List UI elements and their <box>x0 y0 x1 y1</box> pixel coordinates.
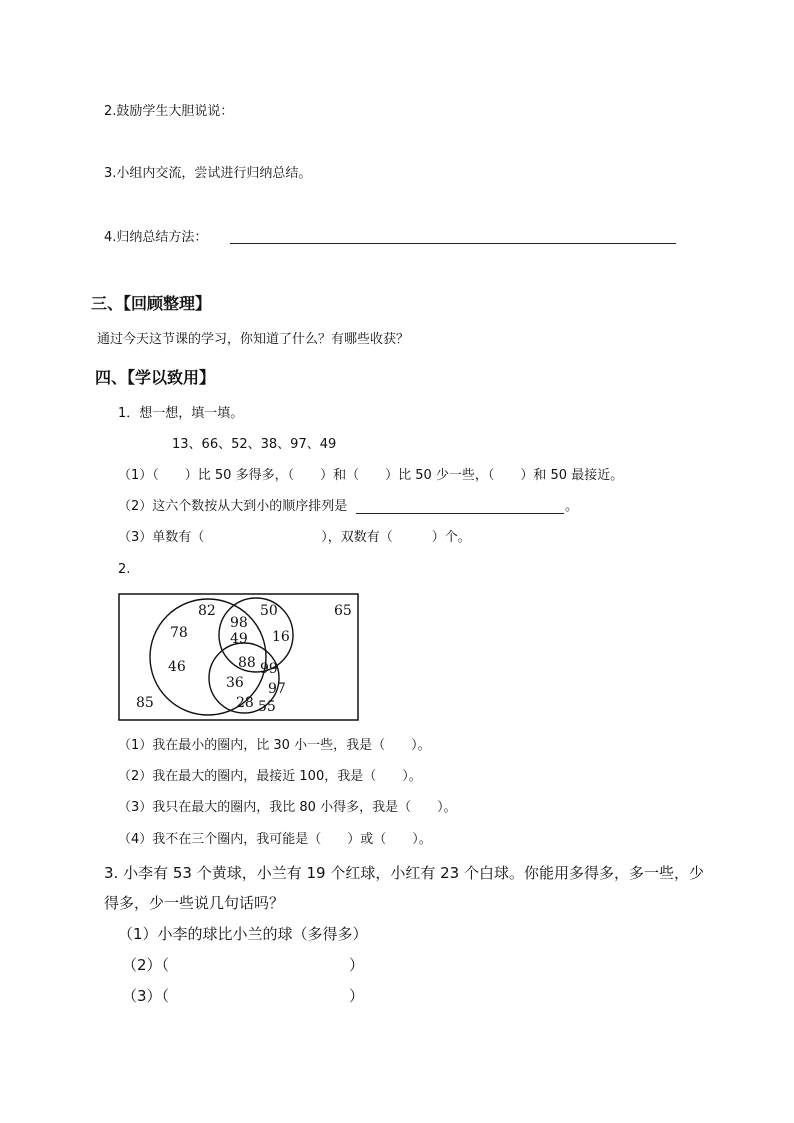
q2-part3: （3）我只在最大的圈内，我比 80 小得多，我是（ ）。 <box>118 800 457 815</box>
q3-part2: （2）（ ） <box>122 956 365 974</box>
venn-number: 78 <box>170 625 188 641</box>
q3-line1: 3. 小李有 53 个黄球，小兰有 19 个红球，小红有 23 个白球。你能用多得多，多一些，少 <box>104 864 704 882</box>
venn-number: 85 <box>136 695 154 711</box>
q1-part2-end: 。 <box>565 499 579 514</box>
venn-diagram <box>118 593 360 723</box>
venn-number: 46 <box>168 659 186 675</box>
q1-part2: （2）这六个数按从大到小的顺序排列是 <box>118 499 348 514</box>
section3-heading: 三、【回顾整理】 <box>91 294 212 313</box>
q1-part3: （3）单数有（ ），双数有（ ）个。 <box>118 530 471 545</box>
section2-item2: 2.鼓励学生大胆说说： <box>104 104 234 119</box>
q3-part1: （1）小李的球比小兰的球（多得多） <box>118 925 368 943</box>
venn-number: 16 <box>272 629 290 645</box>
venn-number: 49 <box>230 631 248 647</box>
venn-number: 99 <box>260 661 278 677</box>
q3-part3: （3）（ ） <box>122 987 365 1005</box>
summary-answer-line[interactable] <box>230 243 676 244</box>
q3-line2: 得多，少一些说几句话吗？ <box>104 894 285 912</box>
q1-numbers: 13、66、52、38、97、49 <box>172 437 337 452</box>
section4-heading: 四、【学以致用】 <box>95 368 216 387</box>
venn-number: 82 <box>198 603 216 619</box>
q2-part2: （2）我在最大的圈内，最接近 100，我是（ ）。 <box>118 769 422 784</box>
venn-number: 50 <box>260 603 278 619</box>
q2-title: 2. <box>118 562 131 577</box>
venn-number: 28 <box>236 695 254 711</box>
q1-title: 1．想一想，填一填。 <box>118 406 244 421</box>
q2-part1: （1）我在最小的圈内，比 30 小一些，我是（ ）。 <box>118 738 431 753</box>
venn-number: 55 <box>258 699 276 715</box>
venn-number: 88 <box>238 655 256 671</box>
venn-number: 97 <box>268 681 286 697</box>
venn-number: 36 <box>226 675 244 691</box>
q1-part1: （1）（ ）比 50 多得多，（ ）和（ ）比 50 少一些，（ ）和 50 最接近。 <box>118 468 624 483</box>
venn-number: 65 <box>334 603 352 619</box>
venn-number: 98 <box>230 615 248 631</box>
q1-part2-answer-line[interactable] <box>356 513 564 514</box>
section2-item3: 3.小组内交流，尝试进行归纳总结。 <box>104 166 312 181</box>
section2-item4: 4.归纳总结方法： <box>104 230 208 245</box>
section3-prompt: 通过今天这节课的学习，你知道了什么？有哪些收获？ <box>97 332 410 347</box>
q2-part4: （4）我不在三个圈内，我可能是（ ）或（ ）。 <box>118 832 432 847</box>
